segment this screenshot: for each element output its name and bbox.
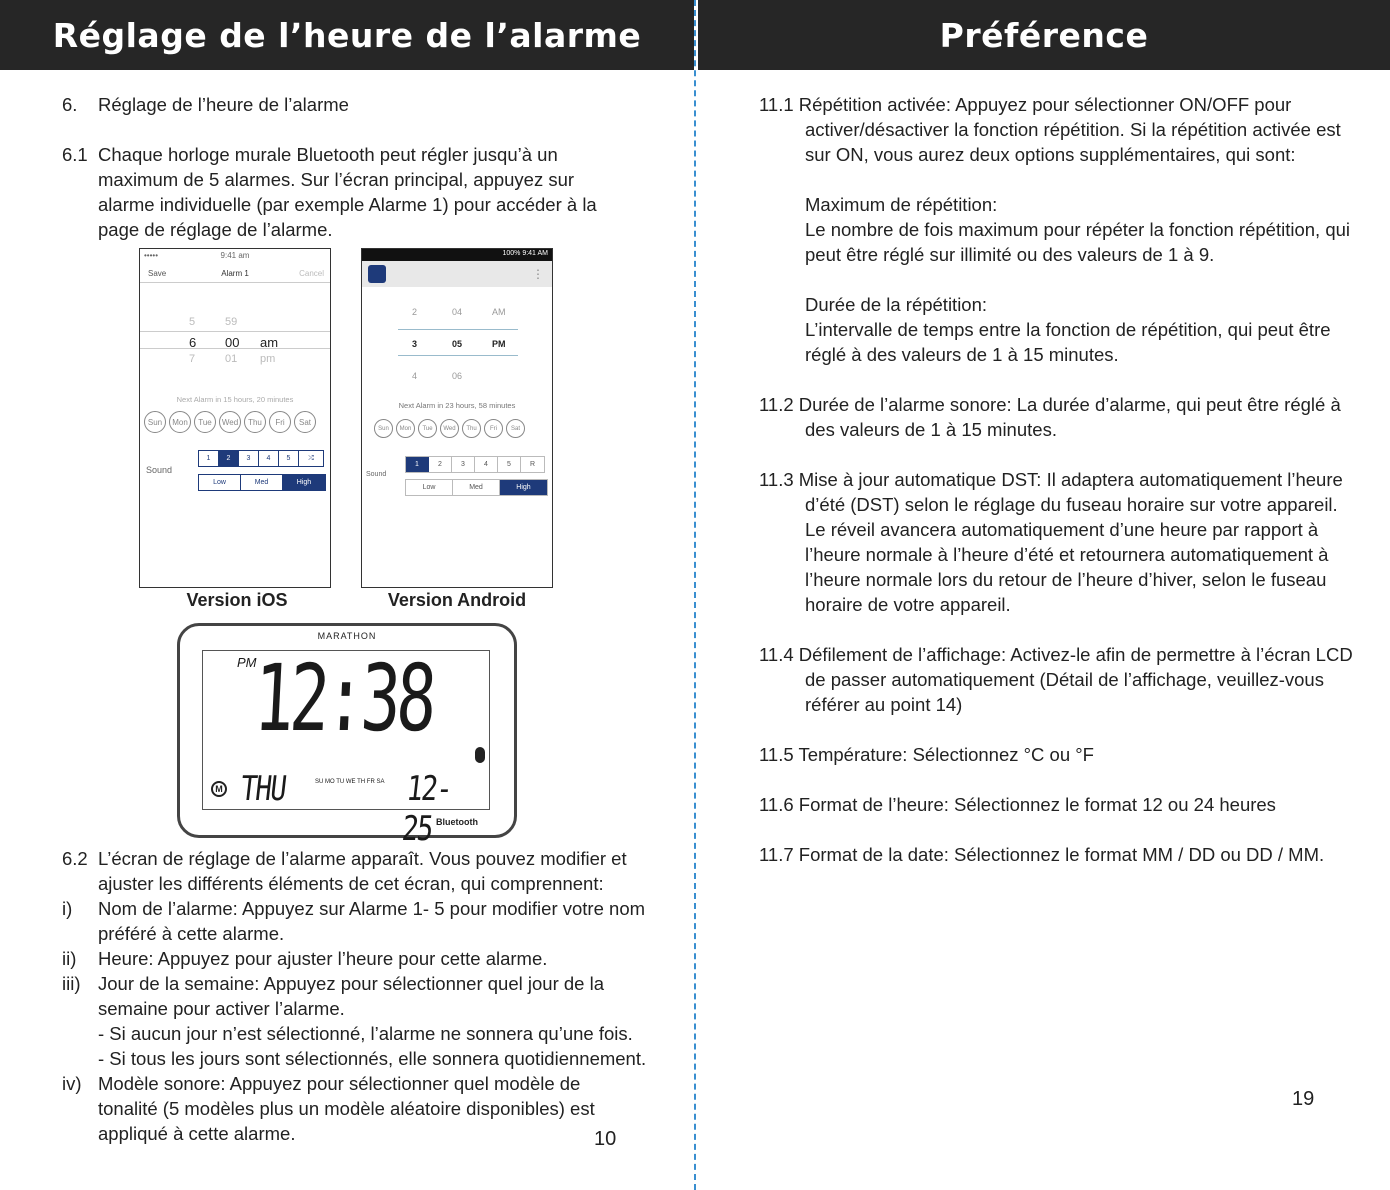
ios-sound-3[interactable]: 3 [239,451,259,466]
caption-ios: Version iOS [186,590,288,610]
android-hour-selected[interactable]: 3 [412,339,418,349]
clock-day: THU [238,769,288,809]
clock-brand: MARATHON [317,631,377,641]
section-6-2-text: L’écran de réglage de l’alarme apparaît. Vous pouvez modifier et ajuster les différents éléments de cet écran, qui comprennent: [98,848,627,894]
android-sound-4[interactable]: 4 [475,457,498,472]
ios-day-wed[interactable]: Wed [219,411,241,433]
list-text: - Si aucun jour n’est sélectionné, l’alarme ne sonnera qu’une fois. [98,1023,633,1044]
list-text: Nom de l’alarme: Appuyez sur Alarme 1- 5 pour modifier votre nom préféré à cette alarme. [98,898,646,944]
android-sound-label: Sound [366,471,387,478]
android-next-alarm: Next Alarm in 23 hours, 58 minutes [398,401,516,410]
ios-volume-high[interactable]: High [283,475,325,490]
android-sound-3[interactable]: 3 [452,457,475,472]
ios-minute-prev: 59 [225,316,238,328]
section-11-5: 11.5 Température: Sélectionnez °C ou °F [759,744,1094,765]
list-number: ii) [62,948,77,969]
ios-signal-icon: ••••• [144,251,159,260]
right-section [759,92,1359,892]
android-days [374,419,525,438]
clock-time: 12:38 [251,645,435,752]
ios-day-mon[interactable]: Mon [169,411,191,433]
ios-volume-low[interactable]: Low [199,475,241,490]
list-text: Modèle sonore: Appuyez pour sélectionner quel modèle de tonalité (5 modèles plus un modèle aléatoire disponibles) est appliqué à cette alarme. [98,1073,595,1144]
ios-am-selected[interactable]: am [260,335,279,350]
repeat-duration-title: Durée de la répétition: [805,294,988,315]
android-am-option: AM [492,307,506,317]
ios-hour-prev: 5 [189,316,196,328]
list-item-iv [62,1071,662,1146]
right-page-title: Préférence [939,15,1149,55]
right-page-number: 19 [1292,1088,1315,1110]
max-repeat-title: Maximum de répétition: [805,194,998,215]
list-text: Jour de la semaine: Appuyez pour sélectionner quel jour de la semaine pour activer l’alarme. [98,973,604,1019]
section-6 [62,92,662,117]
ios-volume-selector [198,474,326,491]
ios-next-alarm: Next Alarm in 15 hours, 20 minutes [176,395,294,404]
android-sound-1[interactable]: 1 [406,457,429,472]
section-11-4: 11.4 Défilement de l’affichage: Activez-le afin de permettre à l’écran LCD de passer automatiquement (Détail de l’affichage, veuillez-vous référer au point 14) [759,644,1353,715]
ios-sound-5[interactable]: 5 [279,451,299,466]
list-text: - Si tous les jours sont sélectionnés, elle sonnera quotidiennement. [98,1048,647,1069]
section-6-text: Réglage de l’heure de l’alarme [98,94,349,115]
ios-sound-selector [198,450,324,467]
ios-days [144,411,316,433]
android-day-thu[interactable]: Thu [462,419,481,438]
clock-m-logo-icon: M [211,781,227,797]
section-6-2 [62,846,662,896]
section-11-1: 11.1 Répétition activée: Appuyez pour sélectionner ON/OFF pour activer/désactiver la fonction répétition. Si la répétition activée est sur ON, vous aurez deux options supplémentaires, qui sont: [759,94,1341,165]
android-volume-high[interactable]: High [500,480,547,495]
list-number [62,1046,98,1071]
ios-pm-option: pm [260,353,276,365]
max-repeat-text: Le nombre de fois maximum pour répéter la fonction répétition, qui peut être réglé sur illimité ou des valeurs de 1 à 9. [805,219,1351,265]
section-11-2: 11.2 Durée de l’alarme sonore: La durée d’alarme, qui peut être réglé à des valeurs de 1 à 15 minutes. [759,394,1341,440]
ios-sound-label: Sound [146,465,173,475]
android-screenshot [361,248,553,588]
list-item-i [62,896,662,946]
android-hour-next: 4 [412,371,418,381]
clock-illustration [177,623,517,849]
list-number: iv) [62,1073,82,1094]
section-6-2-number: 6.2 [62,848,88,869]
right-header [698,0,1390,70]
section-11-7: 11.7 Format de la date: Sélectionnez le format MM / DD ou DD / MM. [759,844,1325,865]
android-day-fri[interactable]: Fri [484,419,503,438]
ios-save-button[interactable]: Save [148,269,167,278]
android-sound-selector [405,456,545,473]
ios-minute-selected[interactable]: 00 [225,335,240,350]
page-divider [694,0,696,1190]
ios-screenshot [139,248,331,588]
android-minute-selected[interactable]: 05 [452,339,463,349]
ios-shuffle-icon[interactable]: ⤮ [308,455,314,462]
android-sound-5[interactable]: 5 [498,457,521,472]
ios-status-time: 9:41 am [220,251,250,260]
list-text: Heure: Appuyez pour ajuster l’heure pour cette alarme. [98,948,548,969]
list-note [62,1021,662,1046]
section-6-1-number: 6.1 [62,144,88,165]
ios-day-tue[interactable]: Tue [194,411,216,433]
android-pm-selected[interactable]: PM [492,339,506,349]
caption-android: Version Android [387,590,527,610]
section-11-6: 11.6 Format de l’heure: Sélectionnez le format 12 ou 24 heures [759,794,1276,815]
ios-sound-1[interactable]: 1 [199,451,219,466]
ios-day-sun[interactable]: Sun [144,411,166,433]
left-header [0,0,694,70]
ios-minute-next: 01 [225,353,238,365]
bluetooth-icon [475,747,485,763]
ios-hour-selected[interactable]: 6 [189,335,197,350]
left-section-top [62,92,662,267]
android-sound-random[interactable]: R [529,461,536,468]
android-status: 100% 9:41 AM [502,250,548,257]
ios-day-sat[interactable]: Sat [294,411,316,433]
list-number: i) [62,898,73,919]
android-day-sun[interactable]: Sun [374,419,393,438]
clock-date: 12-25 [400,769,454,849]
list-item-ii [62,946,662,971]
android-volume-low[interactable]: Low [406,480,453,495]
ios-sound-2[interactable]: 2 [219,451,239,466]
left-page-title: Réglage de l’heure de l’alarme [52,15,642,55]
android-day-sat[interactable]: Sat [506,419,525,438]
android-hour-prev: 2 [412,307,418,317]
list-item-iii [62,971,662,1021]
list-number [62,1021,98,1046]
android-sound-2[interactable]: 2 [429,457,452,472]
ios-day-thu[interactable]: Thu [244,411,266,433]
app-logo-icon [368,265,386,283]
left-section-bottom [62,846,662,1146]
list-number: iii) [62,973,81,994]
section-11-3: 11.3 Mise à jour automatique DST: Il adaptera automatiquement l’heure d’été (DST) selon le réglage du fuseau horaire sur votre appareil. Le réveil avancera automatiquement d’une heure par rapport à l’heure normale à l’heure d’été et retournera automatiquement à l’heure normale lors du retour de l’heure d’hiver, selon le fuseau horaire de votre appareil. [759,469,1343,615]
clock-weekdays: SU MO TU WE TH FR SA [315,779,385,785]
ios-alarm-title: Alarm 1 [221,269,249,278]
android-day-wed[interactable]: Wed [440,419,459,438]
ios-cancel-button[interactable]: Cancel [299,269,324,278]
android-minute-next: 06 [452,371,463,381]
section-6-1 [62,142,662,242]
section-6-1-text: Chaque horloge murale Bluetooth peut régler jusqu’à un maximum de 5 alarmes. Sur l’écran principal, appuyez sur alarme individuelle (par exemple Alarme 1) pour accéder à la page de réglage de l’alarme. [98,144,597,240]
android-volume-med[interactable]: Med [453,480,500,495]
ios-day-fri[interactable]: Fri [269,411,291,433]
android-minute-prev: 04 [452,307,463,317]
list-note [62,1046,662,1071]
ios-hour-next: 7 [189,353,196,365]
repeat-duration-text: L’intervalle de temps entre la fonction de répétition, qui peut être réglé à des valeurs de 1 à 15 minutes. [805,319,1331,365]
ios-volume-med[interactable]: Med [241,475,283,490]
section-6-number: 6. [62,94,78,115]
android-day-mon[interactable]: Mon [396,419,415,438]
android-day-tue[interactable]: Tue [418,419,437,438]
menu-icon[interactable]: ⋮ [532,267,544,281]
android-volume-selector [405,479,548,496]
clock-bluetooth-label: Bluetooth [436,817,478,827]
left-page-number: 10 [594,1128,617,1150]
clock-pm: PM [237,655,257,670]
ios-sound-4[interactable]: 4 [259,451,279,466]
